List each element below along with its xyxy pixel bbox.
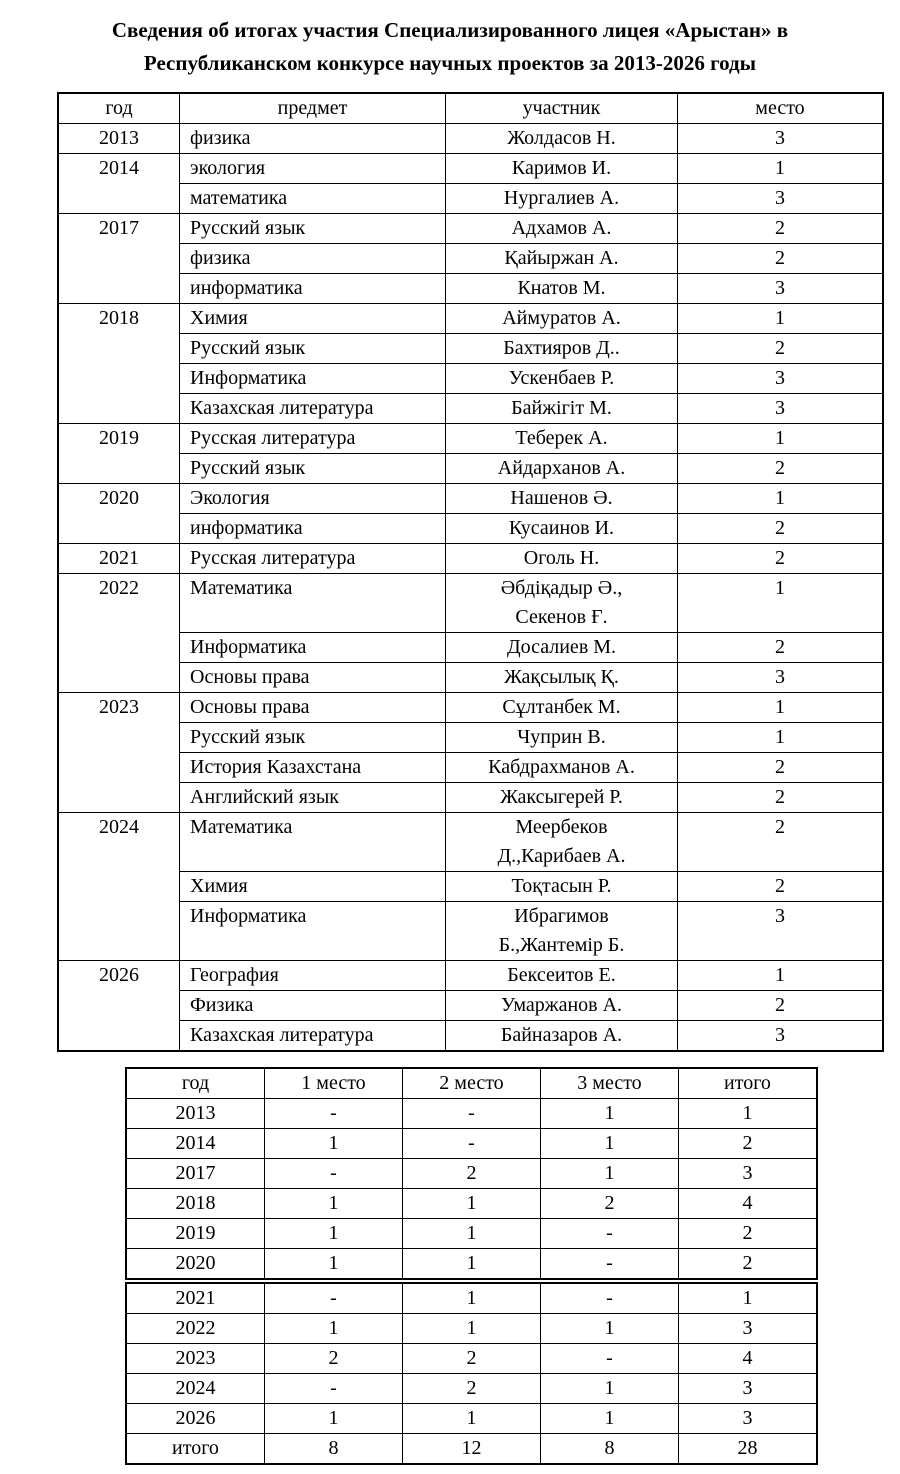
year-cell: 2020 xyxy=(58,484,180,544)
results-row xyxy=(58,693,883,723)
summary-count-cell: - xyxy=(265,1281,403,1314)
summary-row xyxy=(126,1314,817,1344)
title-line-1: Сведения об итогах участия Специализированного лицея «Арыстан» в xyxy=(111,18,789,42)
results-header-subject: предмет xyxy=(180,93,446,124)
participant-line: Секенов Ғ. xyxy=(515,606,608,628)
results-row xyxy=(58,244,883,274)
summary-header-third: 3 место xyxy=(541,1068,679,1099)
summary-year-cell: 2018 xyxy=(126,1189,265,1219)
summary-count-cell: 8 xyxy=(265,1434,403,1465)
results-row xyxy=(58,424,883,454)
summary-count-cell: - xyxy=(541,1281,679,1314)
participant-cell xyxy=(446,154,678,184)
participant-line: Теберек А. xyxy=(515,427,608,449)
subject-cell: Информатика xyxy=(180,633,446,663)
results-row xyxy=(58,961,883,991)
summary-count-cell: 1 xyxy=(265,1404,403,1434)
results-row xyxy=(58,723,883,753)
year-cell: 2022 xyxy=(58,574,180,693)
participant-cell xyxy=(446,484,678,514)
place-cell: 1 xyxy=(678,484,884,514)
place-cell: 2 xyxy=(678,783,884,813)
summary-count-cell: 3 xyxy=(679,1159,818,1189)
place-cell: 3 xyxy=(678,663,884,693)
subject-cell: Физика xyxy=(180,991,446,1021)
participant-cell xyxy=(446,214,678,244)
participant-line: Айдарханов А. xyxy=(497,457,626,479)
summary-header-first: 1 место xyxy=(265,1068,403,1099)
participant-cell xyxy=(446,813,678,872)
summary-count-cell: 2 xyxy=(403,1374,541,1404)
results-row xyxy=(58,753,883,783)
participant-line: Меербеков xyxy=(515,816,608,838)
participant-cell xyxy=(446,364,678,394)
summary-row xyxy=(126,1374,817,1404)
summary-header-total: итого xyxy=(679,1068,818,1099)
results-header-participant: участник xyxy=(446,93,678,124)
results-row xyxy=(58,902,883,961)
subject-cell: Русская литература xyxy=(180,424,446,454)
results-row xyxy=(58,184,883,214)
results-row xyxy=(58,544,883,574)
subject-cell: Математика xyxy=(180,574,446,633)
participant-line: Адхамов А. xyxy=(511,217,612,239)
summary-count-cell: 4 xyxy=(679,1344,818,1374)
summary-count-cell: 2 xyxy=(679,1249,818,1282)
summary-count-cell: 8 xyxy=(541,1434,679,1465)
summary-header-year: год xyxy=(126,1068,265,1099)
summary-count-cell: 1 xyxy=(403,1189,541,1219)
summary-row xyxy=(126,1404,817,1434)
participant-cell xyxy=(446,961,678,991)
summary-count-cell: 1 xyxy=(541,1404,679,1434)
subject-cell: Казахская литература xyxy=(180,394,446,424)
subject-cell: информатика xyxy=(180,514,446,544)
participant-cell xyxy=(446,124,678,154)
subject-cell: Английский язык xyxy=(180,783,446,813)
summary-count-cell: - xyxy=(541,1249,679,1282)
participant-line: Оголь Н. xyxy=(523,547,600,569)
summary-count-cell: - xyxy=(403,1099,541,1129)
results-row xyxy=(58,154,883,184)
summary-year-cell: 2026 xyxy=(126,1404,265,1434)
summary-count-cell: 1 xyxy=(679,1099,818,1129)
summary-year-cell: 2023 xyxy=(126,1344,265,1374)
results-row xyxy=(58,633,883,663)
participant-line: Нургалиев А. xyxy=(503,187,620,209)
summary-row xyxy=(126,1281,817,1314)
participant-cell xyxy=(446,723,678,753)
place-cell: 2 xyxy=(678,334,884,364)
summary-count-cell: - xyxy=(265,1374,403,1404)
results-row xyxy=(58,364,883,394)
participant-line: Қайыржан А. xyxy=(504,247,619,269)
results-row xyxy=(58,872,883,902)
subject-cell: Казахская литература xyxy=(180,1021,446,1052)
summary-row xyxy=(126,1129,817,1159)
place-cell: 2 xyxy=(678,514,884,544)
place-cell: 1 xyxy=(678,693,884,723)
summary-header-row xyxy=(126,1068,817,1099)
results-row xyxy=(58,484,883,514)
summary-year-cell: 2021 xyxy=(126,1281,265,1314)
place-cell: 1 xyxy=(678,961,884,991)
participant-line: Чуприн В. xyxy=(517,726,606,748)
participant-cell xyxy=(446,693,678,723)
summary-count-cell: 28 xyxy=(679,1434,818,1465)
summary-year-cell: итого xyxy=(126,1434,265,1465)
participant-cell xyxy=(446,334,678,364)
subject-cell: физика xyxy=(180,124,446,154)
subject-cell: Информатика xyxy=(180,902,446,961)
summary-count-cell: 2 xyxy=(265,1344,403,1374)
year-cell: 2021 xyxy=(58,544,180,574)
participant-cell xyxy=(446,454,678,484)
participant-line: Тоқтасын Р. xyxy=(511,875,612,897)
results-header-year: год xyxy=(58,93,180,124)
results-header-place: место xyxy=(678,93,884,124)
place-cell: 2 xyxy=(678,214,884,244)
summary-count-cell: - xyxy=(403,1129,541,1159)
place-cell: 2 xyxy=(678,753,884,783)
participant-line: Кнатов М. xyxy=(517,277,606,299)
summary-count-cell: 3 xyxy=(679,1314,818,1344)
subject-cell: Русский язык xyxy=(180,214,446,244)
title-line-2: Республиканском конкурсе научных проектов за 2013-2026 годы xyxy=(143,51,757,75)
subject-cell: физика xyxy=(180,244,446,274)
participant-cell xyxy=(446,574,678,633)
document-title xyxy=(40,14,860,80)
subject-cell: Основы права xyxy=(180,663,446,693)
subject-cell: Русский язык xyxy=(180,723,446,753)
place-cell: 2 xyxy=(678,813,884,872)
subject-cell: Русская литература xyxy=(180,544,446,574)
summary-count-cell: 12 xyxy=(403,1434,541,1465)
summary-year-cell: 2013 xyxy=(126,1099,265,1129)
summary-year-cell: 2014 xyxy=(126,1129,265,1159)
participant-line: Ибрагимов xyxy=(514,905,609,927)
summary-row xyxy=(126,1099,817,1129)
summary-year-cell: 2017 xyxy=(126,1159,265,1189)
summary-count-cell: 2 xyxy=(679,1129,818,1159)
summary-count-cell: 2 xyxy=(403,1344,541,1374)
subject-cell: математика xyxy=(180,184,446,214)
subject-cell: Русский язык xyxy=(180,334,446,364)
participant-cell xyxy=(446,244,678,274)
place-cell: 2 xyxy=(678,244,884,274)
place-cell: 3 xyxy=(678,274,884,304)
year-cell: 2019 xyxy=(58,424,180,484)
participant-line: Досалиев М. xyxy=(506,636,617,658)
summary-count-cell: 1 xyxy=(541,1314,679,1344)
summary-count-cell: 1 xyxy=(403,1249,541,1282)
summary-count-cell: 1 xyxy=(403,1219,541,1249)
place-cell: 3 xyxy=(678,1021,884,1052)
participant-cell xyxy=(446,184,678,214)
participant-line: Бексеитов Е. xyxy=(507,964,616,986)
results-table xyxy=(57,92,884,1052)
year-cell: 2017 xyxy=(58,214,180,304)
participant-cell xyxy=(446,424,678,454)
participant-line: Әбдіқадыр Ә., xyxy=(500,577,623,599)
summary-row xyxy=(126,1189,817,1219)
summary-count-cell: 1 xyxy=(265,1314,403,1344)
subject-cell: Химия xyxy=(180,872,446,902)
subject-cell: экология xyxy=(180,154,446,184)
participant-line: Жақсылық Қ. xyxy=(504,666,619,688)
summary-year-cell: 2022 xyxy=(126,1314,265,1344)
place-cell: 1 xyxy=(678,424,884,454)
results-row xyxy=(58,334,883,364)
participant-line: Байназаров А. xyxy=(500,1024,623,1046)
year-cell: 2014 xyxy=(58,154,180,214)
place-cell: 3 xyxy=(678,364,884,394)
place-cell: 2 xyxy=(678,872,884,902)
subject-cell: География xyxy=(180,961,446,991)
summary-row xyxy=(126,1159,817,1189)
summary-row xyxy=(126,1219,817,1249)
year-cell: 2024 xyxy=(58,813,180,961)
place-cell: 3 xyxy=(678,902,884,961)
subject-cell: Химия xyxy=(180,304,446,334)
summary-count-cell: 1 xyxy=(541,1374,679,1404)
place-cell: 1 xyxy=(678,574,884,633)
participant-line: Ускенбаев Р. xyxy=(508,367,615,389)
subject-cell: Информатика xyxy=(180,364,446,394)
participant-cell xyxy=(446,274,678,304)
summary-count-cell: 2 xyxy=(679,1219,818,1249)
participant-line: Кусаинов И. xyxy=(508,517,615,539)
summary-count-cell: 1 xyxy=(541,1159,679,1189)
summary-row xyxy=(126,1249,817,1282)
results-row xyxy=(58,124,883,154)
year-cell: 2023 xyxy=(58,693,180,813)
summary-count-cell: 1 xyxy=(403,1404,541,1434)
place-cell: 3 xyxy=(678,124,884,154)
place-cell: 1 xyxy=(678,304,884,334)
summary-count-cell: 4 xyxy=(679,1189,818,1219)
place-cell: 2 xyxy=(678,633,884,663)
place-cell: 3 xyxy=(678,184,884,214)
results-row xyxy=(58,1021,883,1052)
subject-cell: информатика xyxy=(180,274,446,304)
participant-line: Б.,Жантемір Б. xyxy=(498,934,625,956)
summary-count-cell: 1 xyxy=(541,1099,679,1129)
summary-count-cell: 1 xyxy=(265,1189,403,1219)
participant-line: Каримов И. xyxy=(511,157,612,179)
participant-cell xyxy=(446,872,678,902)
results-row xyxy=(58,813,883,872)
results-row xyxy=(58,663,883,693)
results-row xyxy=(58,991,883,1021)
subject-cell: Основы права xyxy=(180,693,446,723)
summary-count-cell: 2 xyxy=(541,1189,679,1219)
place-cell: 1 xyxy=(678,723,884,753)
summary-count-cell: 1 xyxy=(265,1129,403,1159)
results-row xyxy=(58,783,883,813)
summary-count-cell: 2 xyxy=(403,1159,541,1189)
participant-line: Умаржанов А. xyxy=(500,994,623,1016)
place-cell: 2 xyxy=(678,544,884,574)
subject-cell: История Казахстана xyxy=(180,753,446,783)
summary-count-cell: - xyxy=(265,1159,403,1189)
summary-year-cell: 2019 xyxy=(126,1219,265,1249)
participant-line: Аймуратов А. xyxy=(502,307,621,329)
year-cell: 2013 xyxy=(58,124,180,154)
participant-cell xyxy=(446,394,678,424)
results-row xyxy=(58,394,883,424)
summary-table-body xyxy=(126,1099,817,1465)
summary-count-cell: 1 xyxy=(541,1129,679,1159)
results-row xyxy=(58,304,883,334)
results-row xyxy=(58,574,883,633)
participant-line: Сұлтанбек М. xyxy=(502,696,621,718)
place-cell: 3 xyxy=(678,394,884,424)
participant-line: Жолдасов Н. xyxy=(507,127,616,149)
summary-year-cell: 2024 xyxy=(126,1374,265,1404)
participant-cell xyxy=(446,753,678,783)
results-row xyxy=(58,214,883,244)
participant-line: Жаксыгерей Р. xyxy=(500,786,623,808)
participant-cell xyxy=(446,902,678,961)
participant-cell xyxy=(446,783,678,813)
year-cell: 2018 xyxy=(58,304,180,424)
participant-line: Байжігіт М. xyxy=(511,397,612,419)
participant-cell xyxy=(446,514,678,544)
participant-cell xyxy=(446,544,678,574)
participant-cell xyxy=(446,633,678,663)
summary-count-cell: 1 xyxy=(265,1219,403,1249)
summary-count-cell: 1 xyxy=(679,1281,818,1314)
participant-cell xyxy=(446,1021,678,1052)
results-table-body xyxy=(58,124,883,1052)
summary-year-cell: 2020 xyxy=(126,1249,265,1282)
summary-count-cell: 3 xyxy=(679,1404,818,1434)
participant-cell xyxy=(446,663,678,693)
subject-cell: Экология xyxy=(180,484,446,514)
results-row xyxy=(58,514,883,544)
summary-count-cell: - xyxy=(541,1219,679,1249)
summary-header-second: 2 место xyxy=(403,1068,541,1099)
summary-table xyxy=(125,1067,818,1465)
participant-line: Д.,Карибаев А. xyxy=(497,845,626,867)
subject-cell: Русский язык xyxy=(180,454,446,484)
summary-count-cell: - xyxy=(265,1099,403,1129)
summary-count-cell: 1 xyxy=(403,1314,541,1344)
participant-cell xyxy=(446,304,678,334)
place-cell: 1 xyxy=(678,154,884,184)
participant-line: Бахтияров Д.. xyxy=(503,337,620,359)
summary-count-cell: 1 xyxy=(403,1281,541,1314)
results-row xyxy=(58,274,883,304)
participant-line: Кабдрахманов А. xyxy=(488,756,635,778)
year-cell: 2026 xyxy=(58,961,180,1052)
participant-cell xyxy=(446,991,678,1021)
place-cell: 2 xyxy=(678,991,884,1021)
results-header-row xyxy=(58,93,883,124)
summary-count-cell: 1 xyxy=(265,1249,403,1282)
summary-total-row xyxy=(126,1434,817,1465)
results-row xyxy=(58,454,883,484)
summary-count-cell: 3 xyxy=(679,1374,818,1404)
place-cell: 2 xyxy=(678,454,884,484)
participant-line: Нашенов Ә. xyxy=(510,487,613,509)
subject-cell: Математика xyxy=(180,813,446,872)
summary-count-cell: - xyxy=(541,1344,679,1374)
summary-row xyxy=(126,1344,817,1374)
